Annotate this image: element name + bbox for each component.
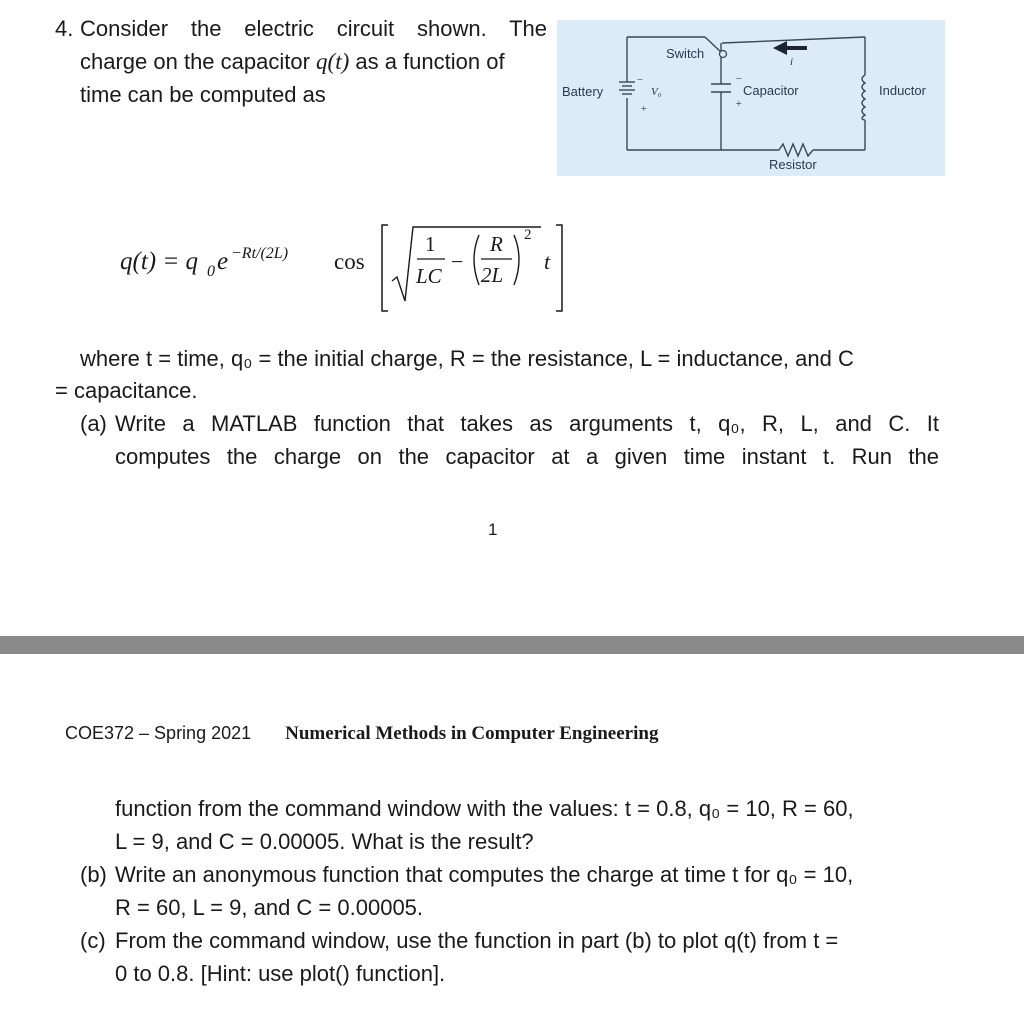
charge-equation	[120, 215, 580, 325]
v0-label: V₀	[651, 86, 662, 98]
eq-e: e	[217, 248, 229, 275]
part-a-line-1: Write a MATLAB function that takes as arguments t, q₀, R, L, and C. It	[115, 411, 939, 436]
battery-label: Battery	[562, 84, 604, 99]
eq-r: R	[490, 232, 503, 256]
part-c-label: (c)	[80, 928, 106, 953]
switch-label: Switch	[666, 46, 705, 61]
resistor-symbol	[779, 144, 813, 156]
part-b-label: (b)	[80, 862, 107, 887]
intro-q-of-t: q(t)	[316, 49, 350, 74]
eq-cos: cos	[334, 249, 365, 274]
part-a-line-4: L = 9, and C = 0.00005. What is the result?	[115, 829, 534, 854]
intro-line-2	[80, 45, 505, 78]
eq-t: t	[544, 249, 551, 274]
capacitor-minus: −	[735, 73, 743, 85]
inductor-coil	[862, 75, 865, 120]
eq-one: 1	[425, 232, 436, 256]
page-divider	[0, 636, 1024, 654]
intro-line-2-b: as a function of	[349, 49, 505, 74]
capacitor-plus: +	[735, 98, 743, 110]
course-code: COE372 – Spring 2021	[65, 723, 252, 743]
battery-minus: −	[636, 74, 644, 86]
where-line-1: where t = time, q₀ = the initial charge, R = the resistance, L = inductance, and C	[80, 346, 854, 371]
eq-lc: LC	[416, 264, 442, 288]
part-b-line-1: Write an anonymous function that computes the charge at time t for q₀ = 10,	[115, 862, 854, 887]
course-name: Numerical Methods in Computer Engineering	[285, 723, 659, 744]
intro-line-3: time can be computed as	[80, 82, 326, 107]
where-line-2: = capacitance.	[55, 378, 198, 403]
page-header	[65, 723, 658, 745]
current-label: i	[790, 56, 794, 68]
switch-pivot	[720, 51, 727, 58]
part-b-line-2: R = 60, L = 9, and C = 0.00005.	[115, 895, 424, 920]
eq-minus: −	[451, 249, 464, 274]
page-number: 1	[488, 520, 498, 539]
battery-plus: +	[640, 103, 648, 115]
eq-square: 2	[524, 227, 532, 243]
resistor-label: Resistor	[769, 157, 817, 172]
problem-number: 4.	[55, 16, 74, 41]
intro-line-1: Consider the electric circuit shown. The	[80, 16, 547, 41]
circuit-diagram	[557, 20, 945, 176]
part-a-line-3: function from the command window with the values: t = 0.8, q₀ = 10, R = 60,	[115, 796, 854, 821]
part-a-label: (a)	[80, 411, 107, 436]
part-c-line-1: From the command window, use the function in part (b) to plot q(t) from t =	[115, 928, 839, 953]
current-arrow-icon	[773, 41, 807, 55]
intro-line-2-a: charge on the capacitor	[80, 49, 317, 74]
inductor-label: Inductor	[879, 83, 926, 98]
eq-2l: 2L	[481, 263, 504, 287]
eq-lhs-sub: 0	[207, 263, 215, 280]
eq-exponent: −Rt/(2L)	[231, 245, 289, 262]
capacitor-label: Capacitor	[743, 83, 799, 98]
eq-lhs: q(t) = q	[120, 248, 198, 275]
part-c-line-2: 0 to 0.8. [Hint: use plot() function].	[115, 961, 446, 986]
part-a-line-2: computes the charge on the capacitor at a given time instant t. Run the	[115, 444, 939, 469]
